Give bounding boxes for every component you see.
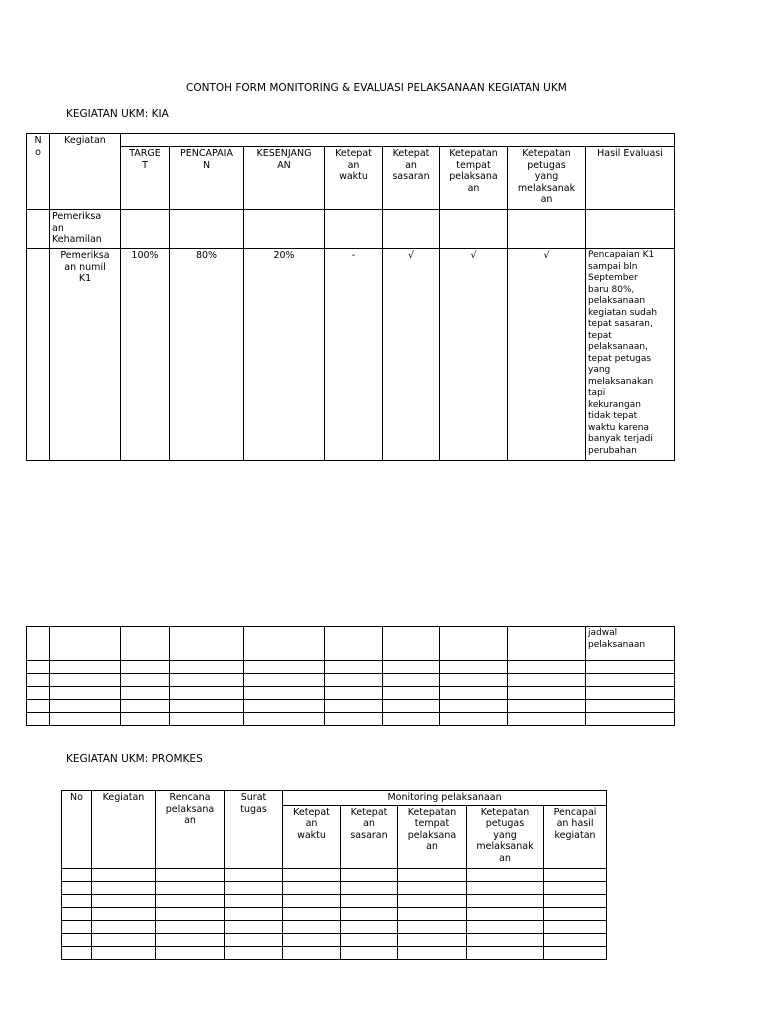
- cell-empty: [27, 674, 50, 687]
- cell-empty: [283, 946, 341, 959]
- cell-empty: [27, 627, 50, 661]
- cell-empty: [325, 674, 383, 687]
- promkes-header-rencana: Rencana pelaksana an: [156, 791, 225, 869]
- cell-empty: [440, 661, 508, 674]
- row-waktu: -: [325, 249, 383, 461]
- cell-empty: [467, 894, 544, 907]
- cell-empty: [170, 700, 244, 713]
- cell-empty: [62, 933, 92, 946]
- cell-empty: [92, 920, 156, 933]
- row-hasil-evaluasi: Pencapaian K1 sampai bln September baru 80%, pelaksanaan kegiatan sudah tepat sasaran, tepat pelaksanaan, tepat petugas yang melaksanakan tapi kekurangan tidak tepat waktu karena banyak terjadi perubahan: [586, 249, 675, 461]
- cell-empty: [62, 907, 92, 920]
- header-ketepatan-waktu: Ketepat an waktu: [325, 147, 383, 210]
- kia-table-continued: [26, 626, 675, 726]
- cell-empty: [440, 674, 508, 687]
- header-ketepatan-petugas: Ketepatan petugas yang melaksanak an: [508, 147, 586, 210]
- row-kegiatan: Pemeriksa an numil K1: [50, 249, 121, 461]
- header-ketepatan-sasaran: Ketepat an sasaran: [383, 147, 440, 210]
- cell-empty: [383, 674, 440, 687]
- cell-empty: [62, 946, 92, 959]
- cell-empty: [121, 210, 170, 249]
- group-kegiatan: Pemeriksa an Kehamilan: [50, 210, 121, 249]
- cell-empty: [467, 920, 544, 933]
- cell-empty: [586, 700, 675, 713]
- promkes-header-ketepatan-petugas: Ketepatan petugas yang melaksanak an: [467, 805, 544, 868]
- cell-empty: [225, 894, 283, 907]
- cell-empty: [440, 687, 508, 700]
- cell-empty: [62, 881, 92, 894]
- cell-empty: [586, 674, 675, 687]
- row-petugas: √: [508, 249, 586, 461]
- header-kegiatan: Kegiatan: [50, 134, 121, 210]
- cell-empty: [508, 627, 586, 661]
- cell-empty: [341, 907, 398, 920]
- cell-empty: [121, 661, 170, 674]
- cell-empty: [440, 700, 508, 713]
- kia-table: [26, 133, 675, 461]
- document-title: CONTOH FORM MONITORING & EVALUASI PELAKSANAAN KEGIATAN UKM: [186, 82, 567, 94]
- cell-empty: [586, 713, 675, 726]
- promkes-header-no: No: [62, 791, 92, 869]
- promkes-header-pencapaian-hasil: Pencapai an hasil kegiatan: [544, 805, 607, 868]
- cell-empty: [383, 713, 440, 726]
- cell-empty: [92, 933, 156, 946]
- cell-empty: [467, 881, 544, 894]
- cell-empty: [156, 868, 225, 881]
- cell-empty: [398, 881, 467, 894]
- cell-empty: [244, 687, 325, 700]
- cell-empty: [383, 627, 440, 661]
- cell-empty: [50, 713, 121, 726]
- cell-empty: [27, 661, 50, 674]
- cell-empty: [156, 933, 225, 946]
- cell-empty: [225, 933, 283, 946]
- cell-empty: [341, 868, 398, 881]
- cell-empty: [27, 700, 50, 713]
- cell-empty: [467, 868, 544, 881]
- cell-empty: [283, 881, 341, 894]
- cell-empty: [225, 920, 283, 933]
- cell-empty: [325, 210, 383, 249]
- header-spacer: [121, 134, 675, 147]
- cell-empty: [62, 868, 92, 881]
- cell-empty: [244, 627, 325, 661]
- cell-empty: [283, 907, 341, 920]
- cell-empty: [440, 713, 508, 726]
- cell-empty: [508, 661, 586, 674]
- cell-empty: [244, 713, 325, 726]
- cell-empty: [92, 946, 156, 959]
- cell-empty: [544, 881, 607, 894]
- cell-empty: [341, 933, 398, 946]
- promkes-header-ketepatan-tempat: Ketepatan tempat pelaksana an: [398, 805, 467, 868]
- cell-empty: [586, 661, 675, 674]
- cell-empty: [92, 894, 156, 907]
- cell-empty: [544, 868, 607, 881]
- cell-empty: [440, 210, 508, 249]
- cell-empty: [156, 946, 225, 959]
- cell-empty: [121, 700, 170, 713]
- cell-empty: [508, 713, 586, 726]
- cell-empty: [244, 210, 325, 249]
- cell-empty: [508, 210, 586, 249]
- cell-empty: [50, 627, 121, 661]
- promkes-header-kegiatan: Kegiatan: [92, 791, 156, 869]
- cell-empty: [92, 881, 156, 894]
- cell-empty: [244, 700, 325, 713]
- cell-empty: [27, 210, 50, 249]
- cell-empty: [508, 674, 586, 687]
- continued-hasil-evaluasi: jadwal pelaksanaan: [586, 627, 675, 661]
- cell-empty: [467, 946, 544, 959]
- cell-empty: [544, 946, 607, 959]
- cell-empty: [27, 687, 50, 700]
- cell-empty: [225, 868, 283, 881]
- header-no: N o: [27, 134, 50, 210]
- cell-empty: [156, 907, 225, 920]
- cell-empty: [170, 713, 244, 726]
- cell-empty: [121, 674, 170, 687]
- cell-empty: [544, 920, 607, 933]
- cell-empty: [170, 674, 244, 687]
- cell-empty: [156, 881, 225, 894]
- cell-empty: [383, 687, 440, 700]
- cell-empty: [244, 674, 325, 687]
- promkes-table: [61, 790, 607, 960]
- cell-empty: [325, 700, 383, 713]
- cell-empty: [467, 933, 544, 946]
- header-hasil-evaluasi: Hasil Evaluasi: [586, 147, 675, 210]
- cell-empty: [50, 674, 121, 687]
- cell-empty: [508, 700, 586, 713]
- cell-empty: [341, 881, 398, 894]
- cell-empty: [92, 868, 156, 881]
- cell-empty: [544, 907, 607, 920]
- header-target: TARGE T: [121, 147, 170, 210]
- row-target: 100%: [121, 249, 170, 461]
- cell-empty: [121, 687, 170, 700]
- promkes-header-ketepatan-waktu: Ketepat an waktu: [283, 805, 341, 868]
- cell-empty: [27, 249, 50, 461]
- row-pencapaian: 80%: [170, 249, 244, 461]
- section-promkes-label: KEGIATAN UKM: PROMKES: [66, 753, 203, 765]
- header-ketepatan-tempat: Ketepatan tempat pelaksana an: [440, 147, 508, 210]
- section-kia-label: KEGIATAN UKM: KIA: [66, 108, 169, 120]
- promkes-header-monitoring: Monitoring pelaksanaan: [283, 791, 607, 806]
- cell-empty: [156, 894, 225, 907]
- cell-empty: [341, 946, 398, 959]
- cell-empty: [62, 894, 92, 907]
- cell-empty: [225, 907, 283, 920]
- cell-empty: [383, 210, 440, 249]
- cell-empty: [156, 920, 225, 933]
- promkes-header-surat-tugas: Surat tugas: [225, 791, 283, 869]
- header-pencapaian: PENCAPAIA N: [170, 147, 244, 210]
- cell-empty: [121, 713, 170, 726]
- cell-empty: [283, 868, 341, 881]
- row-kesenjangan: 20%: [244, 249, 325, 461]
- cell-empty: [244, 661, 325, 674]
- cell-empty: [283, 933, 341, 946]
- cell-empty: [50, 700, 121, 713]
- row-sasaran: √: [383, 249, 440, 461]
- cell-empty: [170, 661, 244, 674]
- cell-empty: [325, 627, 383, 661]
- cell-empty: [398, 933, 467, 946]
- cell-empty: [92, 907, 156, 920]
- header-kesenjangan: KESENJANG AN: [244, 147, 325, 210]
- cell-empty: [341, 920, 398, 933]
- cell-empty: [283, 920, 341, 933]
- cell-empty: [544, 933, 607, 946]
- cell-empty: [383, 661, 440, 674]
- cell-empty: [341, 894, 398, 907]
- cell-empty: [383, 700, 440, 713]
- cell-empty: [586, 687, 675, 700]
- cell-empty: [50, 687, 121, 700]
- cell-empty: [440, 627, 508, 661]
- cell-empty: [170, 210, 244, 249]
- cell-empty: [170, 687, 244, 700]
- cell-empty: [398, 907, 467, 920]
- promkes-header-ketepatan-sasaran: Ketepat an sasaran: [341, 805, 398, 868]
- cell-empty: [467, 907, 544, 920]
- cell-empty: [398, 946, 467, 959]
- cell-empty: [325, 661, 383, 674]
- cell-empty: [225, 946, 283, 959]
- cell-empty: [398, 868, 467, 881]
- cell-empty: [50, 661, 121, 674]
- cell-empty: [170, 627, 244, 661]
- cell-empty: [508, 687, 586, 700]
- cell-empty: [62, 920, 92, 933]
- cell-empty: [225, 881, 283, 894]
- cell-empty: [325, 713, 383, 726]
- cell-empty: [398, 894, 467, 907]
- cell-empty: [398, 920, 467, 933]
- cell-empty: [544, 894, 607, 907]
- cell-empty: [27, 713, 50, 726]
- cell-empty: [121, 627, 170, 661]
- cell-empty: [325, 687, 383, 700]
- cell-empty: [283, 894, 341, 907]
- cell-empty: [586, 210, 675, 249]
- row-tempat: √: [440, 249, 508, 461]
